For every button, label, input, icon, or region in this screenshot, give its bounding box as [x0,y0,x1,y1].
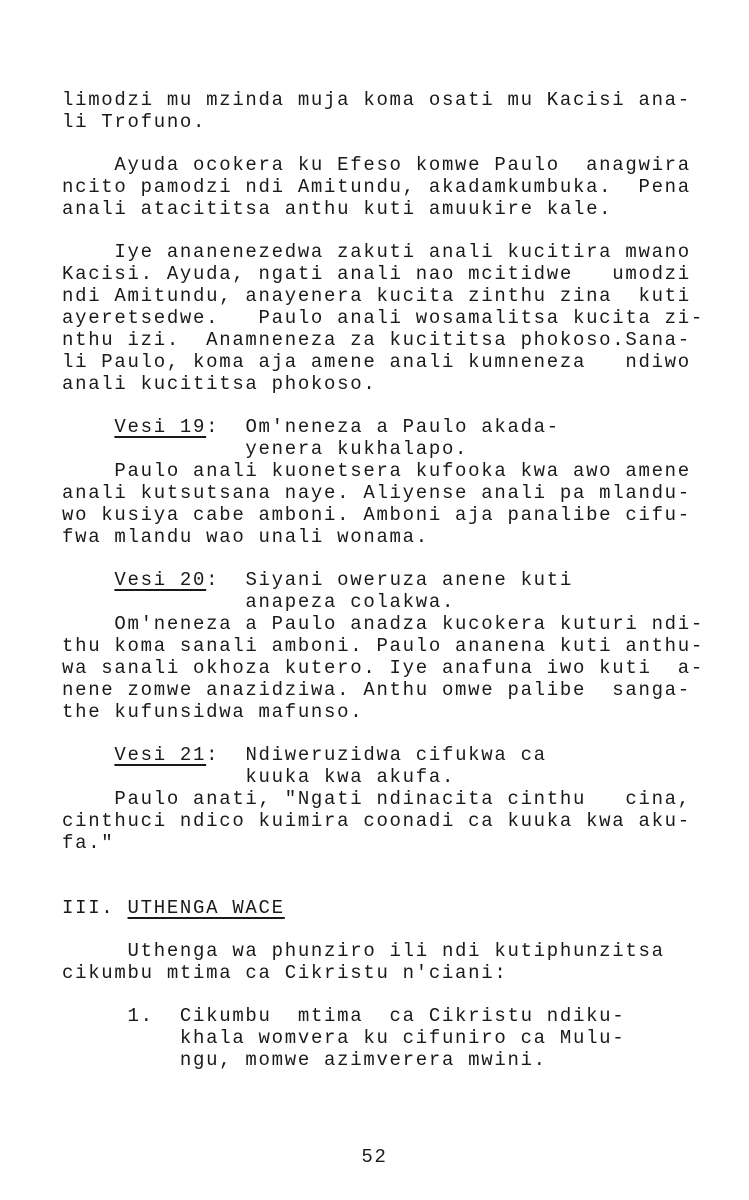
text-line: Iye ananenezedwa zakuti anali kucitira mwano [62,241,691,263]
text-line: Paulo anati, "Ngati ndinacita cinthu cina, [62,788,691,810]
text-line: cinthuci ndico kuimira coonadi ca kuuka kwa aku- [62,810,691,832]
text-line: ayeretsedwe. Paulo anali wosamalitsa kucita zi- [62,307,704,329]
verse-heading [62,416,722,438]
text-line: wa sanali okhoza kutero. Iye anafuna iwo kuti a- [62,657,704,679]
verse-title: : Ndiweruzidwa cifukwa ca [206,744,547,766]
text-line: fa." [62,832,115,854]
verse-heading [62,569,722,591]
verse-label: Vesi 20 [114,569,207,591]
text-line: khala womvera ku cifuniro ca Mulu- [179,1027,626,1049]
document-page [62,89,722,1071]
text-line: ncito pamodzi ndi Amitundu, akadamkumbuka. Pena [62,176,691,198]
text-line: fwa mlandu wao unali wonama. [62,526,429,548]
text-line: li Trofuno. [62,111,207,133]
item-number: 1. [62,1005,180,1027]
text-line: Kacisi. Ayuda, ngati anali nao mcitidwe umodzi [62,263,691,285]
paragraph [62,89,722,133]
text-line: nene zomwe anazidziwa. Anthu omwe palibe sanga- [62,679,691,701]
text-line: nthu izi. Anamneneza za kucititsa phokoso.Sana- [62,329,691,351]
paragraph [62,940,722,984]
text-line: wo kusiya cabe amboni. Amboni aja panalibe cifu- [62,504,691,526]
text-line: anali kutsutsana naye. Aliyense anali pa mlandu- [62,482,691,504]
verse-title-cont: anapeza colakwa. [62,591,456,613]
verse-label: Vesi 19 [114,416,207,438]
text-line: limodzi mu mzinda muja koma osati mu Kacisi ana- [62,89,691,111]
verse-heading [62,744,722,766]
text-line: thu koma sanali amboni. Paulo ananena kuti anthu- [62,635,704,657]
text-line: anali kucititsa phokoso. [62,373,377,395]
verse-19-section [62,416,722,548]
verse-title: : Om'neneza a Paulo akada- [206,416,560,438]
text-line: ngu, momwe azimverera mwini. [179,1049,547,1071]
text-line: cikumbu mtima ca Cikristu n'ciani: [62,962,508,984]
section-number: III. [62,897,128,919]
verse-title-cont: kuuka kwa akufa. [62,766,456,788]
text-line: Paulo anali kuonetsera kufooka kwa awo amene [62,460,691,482]
verse-20-section [62,569,722,723]
verse-title: : Siyani oweruza anene kuti [206,569,573,591]
text-line: ndi Amitundu, anayenera kucita zinthu zina kuti [62,285,691,307]
section-title: UTHENGA WACE [127,897,285,919]
verse-label: Vesi 21 [114,744,207,766]
verse-title-cont: yenera kukhalapo. [62,438,469,460]
verse-21-section [62,744,722,854]
text-line: the kufunsidwa mafunso. [62,701,364,723]
text-line: Uthenga wa phunziro ili ndi kutiphunzitsa [62,940,665,962]
text-line: li Paulo, koma aja amene anali kumneneza ndiwo [62,351,691,373]
text-line: Cikumbu mtima ca Cikristu ndiku- [179,1005,626,1027]
paragraph [62,241,722,395]
text-line: Om'neneza a Paulo anadza kucokera kuturi ndi- [62,613,704,635]
text-line: Ayuda ocokera ku Efeso komwe Paulo anagwira [62,154,691,176]
numbered-item [62,1005,722,1071]
page-number: 52 [361,1146,388,1168]
paragraph [62,154,722,220]
text-line: anali atacititsa anthu kuti amuukire kale. [62,198,613,220]
section-heading [62,897,722,919]
